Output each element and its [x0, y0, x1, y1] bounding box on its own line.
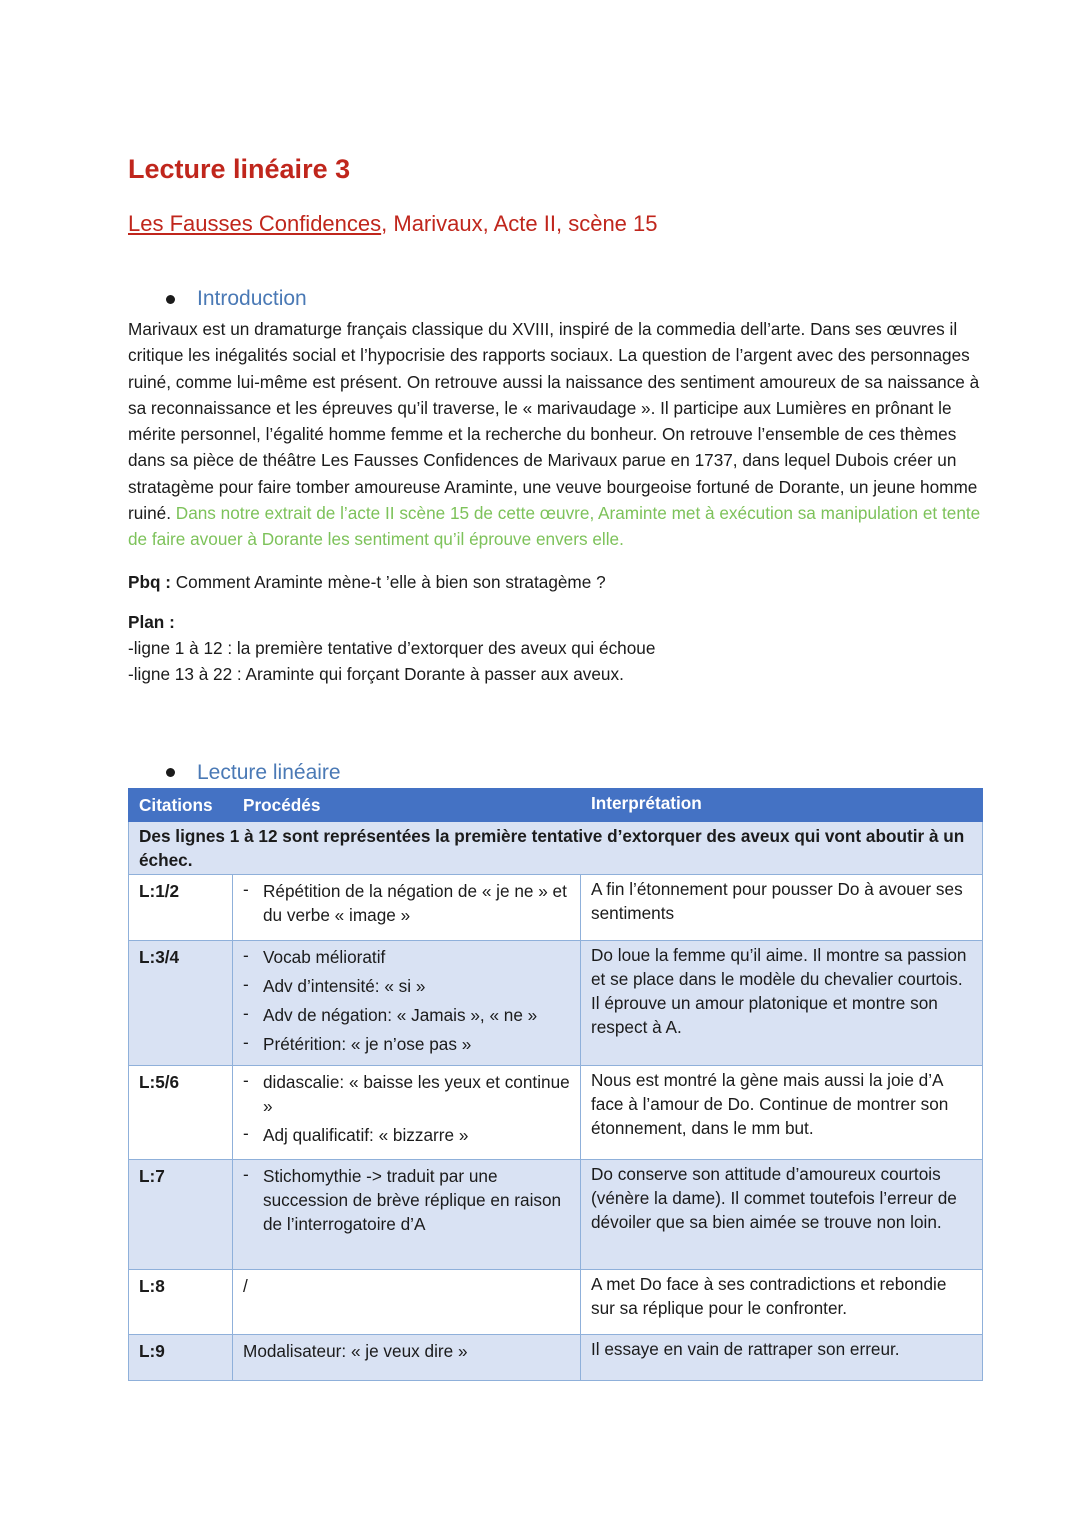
table-row	[129, 940, 983, 1065]
section-label: Des lignes 1 à 12 sont représentées la première tentative d’extorquer des aveux qui vont aboutir à un échec.	[129, 821, 983, 874]
procedes-cell	[233, 1159, 581, 1269]
interpretation-cell: Il essaye en vain de rattraper son erreur.	[581, 1334, 983, 1380]
intro-text: Marivaux est un dramaturge français classique du XVIII, inspiré de la commedia dell’arte. Dans ses œuvres il critique les inégalités social et l’hypocrisie des rapports sociaux. La question de l’argent avec des personnages ruiné, comme lui-même est présent. On retrouve aussi la naissance des sentiment amoureux de sa naissance à sa reconnaissance et les épreuves qu’il traverse, le « marivaudage ». Il participe aux Lumières en prônant le mérite personnel, l’égalité homme femme et la recherche du bonheur. On retrouve l’ensemble de ces thèmes dans sa pièce de théâtre Les Fausses Confidences de Marivaux parue en 1737, dans lequel Dubois créer un stratagème pour faire tomber amoureuse Araminte, une veuve bourgeoise fortuné de Dorante, un jeune homme ruiné.	[128, 319, 980, 524]
plan-line: -ligne 13 à 22 : Araminte qui forçant Dorante à passer aux aveux.	[128, 664, 624, 685]
plan-line: -ligne 1 à 12 : la première tentative d’extorquer des aveux qui échoue	[128, 637, 656, 658]
interpretation-cell: A met Do face à ses contradictions et rebondie sur sa réplique pour le confronter.	[581, 1269, 983, 1334]
table-header-row	[129, 788, 983, 821]
bullet-icon	[166, 295, 175, 304]
plan	[128, 609, 983, 688]
document-page	[128, 150, 983, 1381]
table-row	[129, 1159, 983, 1269]
procede-item: - Adj qualificatif: « bizzarre »	[243, 1123, 570, 1147]
problematique	[128, 569, 983, 595]
plan-label: Plan :	[128, 611, 175, 632]
procedes-cell	[233, 874, 581, 940]
citation-cell: L:9	[129, 1334, 233, 1380]
pbq-label: Pbq :	[128, 571, 171, 592]
table-row	[129, 1334, 983, 1380]
intro-paragraph	[128, 316, 983, 553]
procede-item: - didascalie: « baisse les yeux et continue »	[243, 1070, 570, 1118]
citation-cell: L:1/2	[129, 874, 233, 940]
procedes-cell	[233, 1065, 581, 1159]
table-section-row	[129, 821, 983, 874]
table-row	[129, 1269, 983, 1334]
work-subtitle	[128, 208, 983, 240]
procedes-cell: /	[233, 1269, 581, 1334]
procede-item: - Répétition de la négation de « je ne » et du verbe « image »	[243, 879, 570, 927]
pbq-text: Comment Araminte mène-t ’elle à bien son stratagème ?	[170, 571, 606, 592]
intro-heading-label: Introduction	[197, 287, 307, 310]
citation-cell: L:8	[129, 1269, 233, 1334]
lecture-heading	[166, 758, 983, 788]
analysis-table	[128, 788, 983, 1381]
table-row	[129, 1065, 983, 1159]
procede-item: - Adv d’intensité: « si »	[243, 974, 570, 998]
intro-highlight: Dans notre extrait de l’acte II scène 15 de cette œuvre, Araminte met à exécution sa manipulation et tente de faire avouer à Dorante les sentiment qu’il éprouve envers elle.	[128, 503, 981, 550]
citation-cell: L:7	[129, 1159, 233, 1269]
header-citations: Citations	[129, 788, 233, 821]
citation-cell: L:5/6	[129, 1065, 233, 1159]
interpretation-cell: Do conserve son attitude d’amoureux courtois (vénère la dame). Il commet toutefois l’erreur de dévoiler que sa bien aimée se trouve non loin.	[581, 1159, 983, 1269]
procede-item: - Prétérition: « je n’ose pas »	[243, 1032, 570, 1056]
interpretation-cell: A fin l’étonnement pour pousser Do à avouer ses sentiments	[581, 874, 983, 940]
procede-item: - Stichomythie -> traduit par une succession de brève réplique en raison de l’interrogatoire d’A	[243, 1164, 570, 1236]
interpretation-cell: Nous est montré la gène mais aussi la joie d’A face à l’amour de Do. Continue de montrer son étonnement, dans le mm but.	[581, 1065, 983, 1159]
procede-item: - Vocab mélioratif	[243, 945, 570, 969]
table-row	[129, 874, 983, 940]
bullet-icon	[166, 768, 175, 777]
header-interpretation: Interprétation	[581, 788, 983, 821]
procede-item: - Adv de négation: « Jamais », « ne »	[243, 1003, 570, 1027]
citation-cell: L:3/4	[129, 940, 233, 1065]
page-title: Lecture linéaire 3	[128, 154, 351, 184]
procedes-cell	[233, 940, 581, 1065]
intro-heading	[166, 284, 983, 314]
work-title: Les Fausses Confidences	[128, 211, 382, 236]
work-reference: , Marivaux, Acte II, scène 15	[381, 211, 658, 236]
procedes-cell: Modalisateur: « je veux dire »	[233, 1334, 581, 1380]
lecture-heading-label: Lecture linéaire	[197, 760, 341, 784]
interpretation-cell: Do loue la femme qu’il aime. Il montre sa passion et se place dans le modèle du chevalier courtois. Il éprouve un amour platonique et montre son respect à A.	[581, 940, 983, 1065]
header-procedes: Procédés	[233, 788, 581, 821]
